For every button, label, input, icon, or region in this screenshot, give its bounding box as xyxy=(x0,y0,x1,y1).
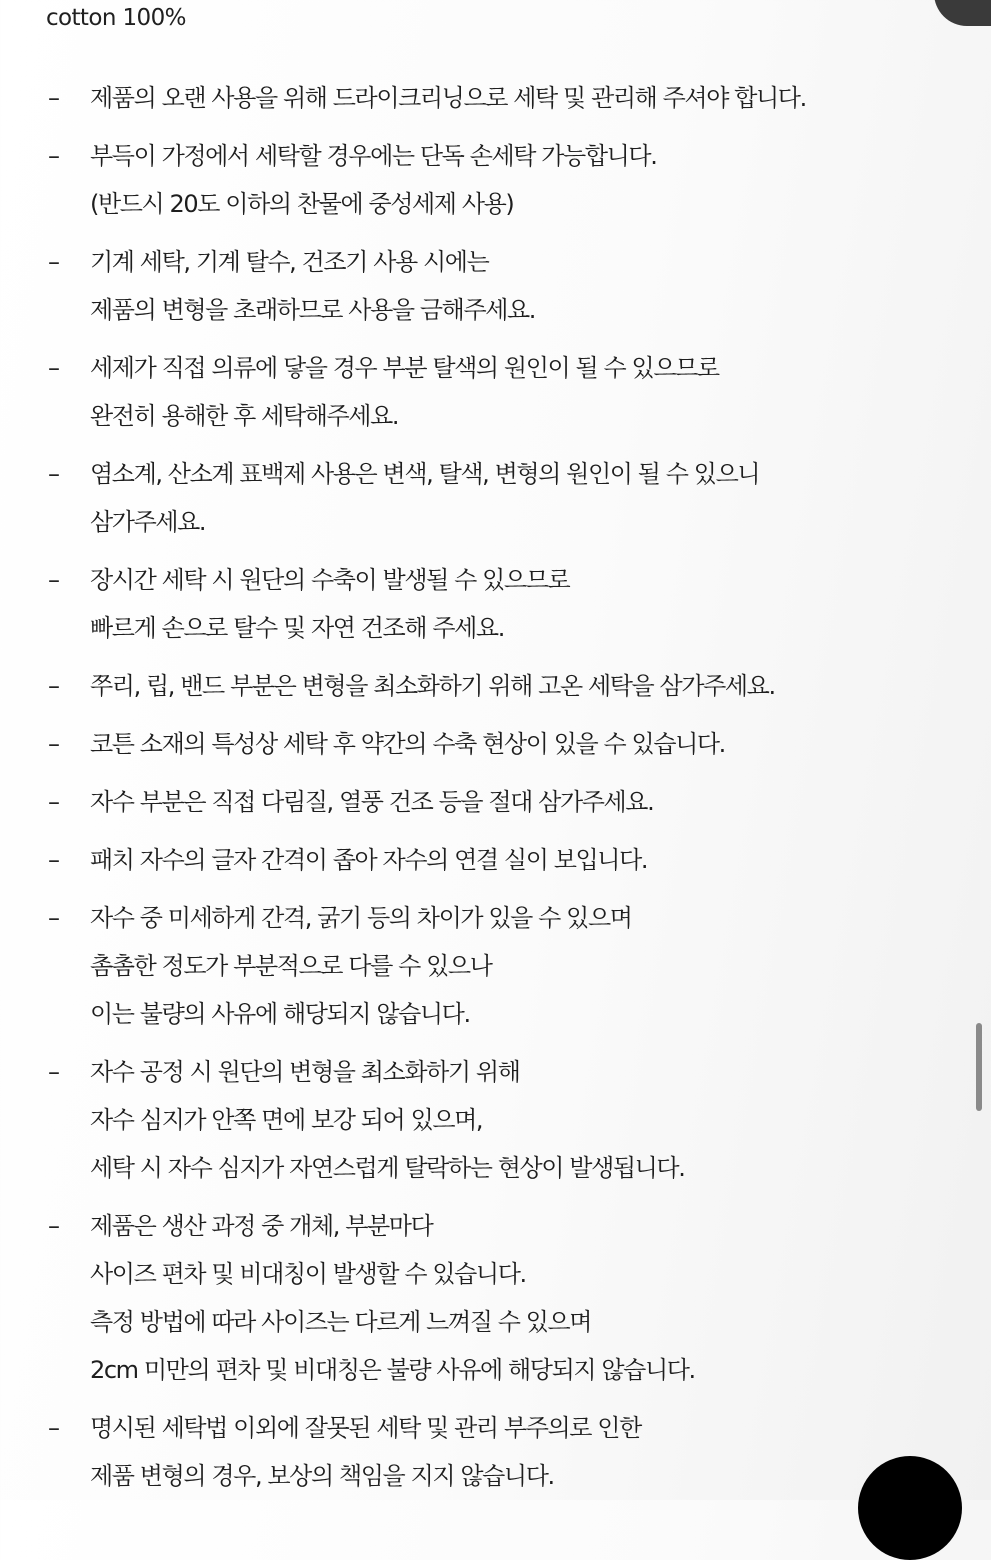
instruction-line: 쭈리, 립, 밴드 부분은 변형을 최소화하기 위해 고온 세탁을 삼가주세요. xyxy=(90,672,775,700)
instruction-line: 패치 자수의 글자 간격이 좁아 자수의 연결 실이 보입니다. xyxy=(90,846,648,874)
bullet-dash: – xyxy=(48,1058,60,1086)
care-instruction-item xyxy=(46,1404,946,1500)
care-instruction-item xyxy=(46,450,946,546)
instruction-line: 염소계, 산소계 표백제 사용은 변색, 탈색, 변형의 원인이 될 수 있으니 xyxy=(90,460,760,488)
instruction-line: 코튼 소재의 특성상 세탁 후 약간의 수축 현상이 있을 수 있습니다. xyxy=(90,730,725,758)
instruction-line: (반드시 20도 이하의 찬물에 중성세제 사용) xyxy=(90,190,514,218)
instruction-line: 완전히 용해한 후 세탁해주세요. xyxy=(90,402,399,430)
instruction-line: 삼가주세요. xyxy=(90,508,206,536)
care-instruction-item xyxy=(46,720,946,768)
care-instruction-item xyxy=(46,238,946,334)
care-instruction-item xyxy=(46,132,946,228)
bullet-dash: – xyxy=(48,788,60,816)
care-instruction-item xyxy=(46,1202,946,1394)
floating-action-button[interactable] xyxy=(858,1456,962,1560)
care-instruction-item xyxy=(46,556,946,652)
instruction-line: 제품의 변형을 초래하므로 사용을 금해주세요. xyxy=(90,296,536,324)
instruction-line: 제품 변형의 경우, 보상의 책임을 지지 않습니다. xyxy=(90,1462,554,1490)
care-instruction-item xyxy=(46,778,946,826)
bullet-dash: – xyxy=(48,672,60,700)
bullet-dash: – xyxy=(48,1212,60,1240)
care-instructions-list xyxy=(46,74,946,1510)
instruction-line: 촘촘한 정도가 부분적으로 다를 수 있으나 xyxy=(90,952,492,980)
instruction-line: 빠르게 손으로 탈수 및 자연 건조해 주세요. xyxy=(90,614,504,642)
bullet-dash: – xyxy=(48,846,60,874)
bullet-dash: – xyxy=(48,1414,60,1442)
instruction-line: 부득이 가정에서 세탁할 경우에는 단독 손세탁 가능합니다. xyxy=(90,142,657,170)
bullet-dash: – xyxy=(48,354,60,382)
instruction-line: 세제가 직접 의류에 닿을 경우 부분 탈색의 원인이 될 수 있으므로 xyxy=(90,354,719,382)
bullet-dash: – xyxy=(48,248,60,276)
material-label: cotton 100% xyxy=(46,5,186,31)
instruction-line: 이는 불량의 사유에 해당되지 않습니다. xyxy=(90,1000,470,1028)
care-instruction-item xyxy=(46,836,946,884)
instruction-line: 자수 부분은 직접 다림질, 열풍 건조 등을 절대 삼가주세요. xyxy=(90,788,654,816)
instruction-line: 장시간 세탁 시 원단의 수축이 발생될 수 있으므로 xyxy=(90,566,570,594)
care-instruction-item xyxy=(46,1048,946,1192)
instruction-line: 자수 공정 시 원단의 변형을 최소화하기 위해 xyxy=(90,1058,520,1086)
care-instruction-item xyxy=(46,74,946,122)
instruction-line: 세탁 시 자수 심지가 자연스럽게 탈락하는 현상이 발생됩니다. xyxy=(90,1154,685,1182)
bullet-dash: – xyxy=(48,566,60,594)
instruction-line: 2cm 미만의 편차 및 비대칭은 불량 사유에 해당되지 않습니다. xyxy=(90,1356,695,1384)
instruction-line: 자수 중 미세하게 간격, 굵기 등의 차이가 있을 수 있으며 xyxy=(90,904,632,932)
instruction-line: 측정 방법에 따라 사이즈는 다르게 느껴질 수 있으며 xyxy=(90,1308,592,1336)
bullet-dash: – xyxy=(48,142,60,170)
bullet-dash: – xyxy=(48,460,60,488)
care-instruction-item xyxy=(46,662,946,710)
instruction-line: 제품의 오랜 사용을 위해 드라이크리닝으로 세탁 및 관리해 주셔야 합니다. xyxy=(90,84,806,112)
instruction-line: 자수 심지가 안쪽 면에 보강 되어 있으며, xyxy=(90,1106,483,1134)
care-instruction-item xyxy=(46,344,946,440)
top-corner-button[interactable] xyxy=(934,0,991,26)
instruction-line: 기계 세탁, 기계 탈수, 건조기 사용 시에는 xyxy=(90,248,489,276)
instruction-line: 제품은 생산 과정 중 개체, 부분마다 xyxy=(90,1212,433,1240)
scrollbar-thumb[interactable] xyxy=(976,1023,982,1111)
bullet-dash: – xyxy=(48,84,60,112)
care-instruction-item xyxy=(46,894,946,1038)
instruction-line: 사이즈 편차 및 비대칭이 발생할 수 있습니다. xyxy=(90,1260,526,1288)
bullet-dash: – xyxy=(48,904,60,932)
instruction-line: 명시된 세탁법 이외에 잘못된 세탁 및 관리 부주의로 인한 xyxy=(90,1414,641,1442)
bullet-dash: – xyxy=(48,730,60,758)
